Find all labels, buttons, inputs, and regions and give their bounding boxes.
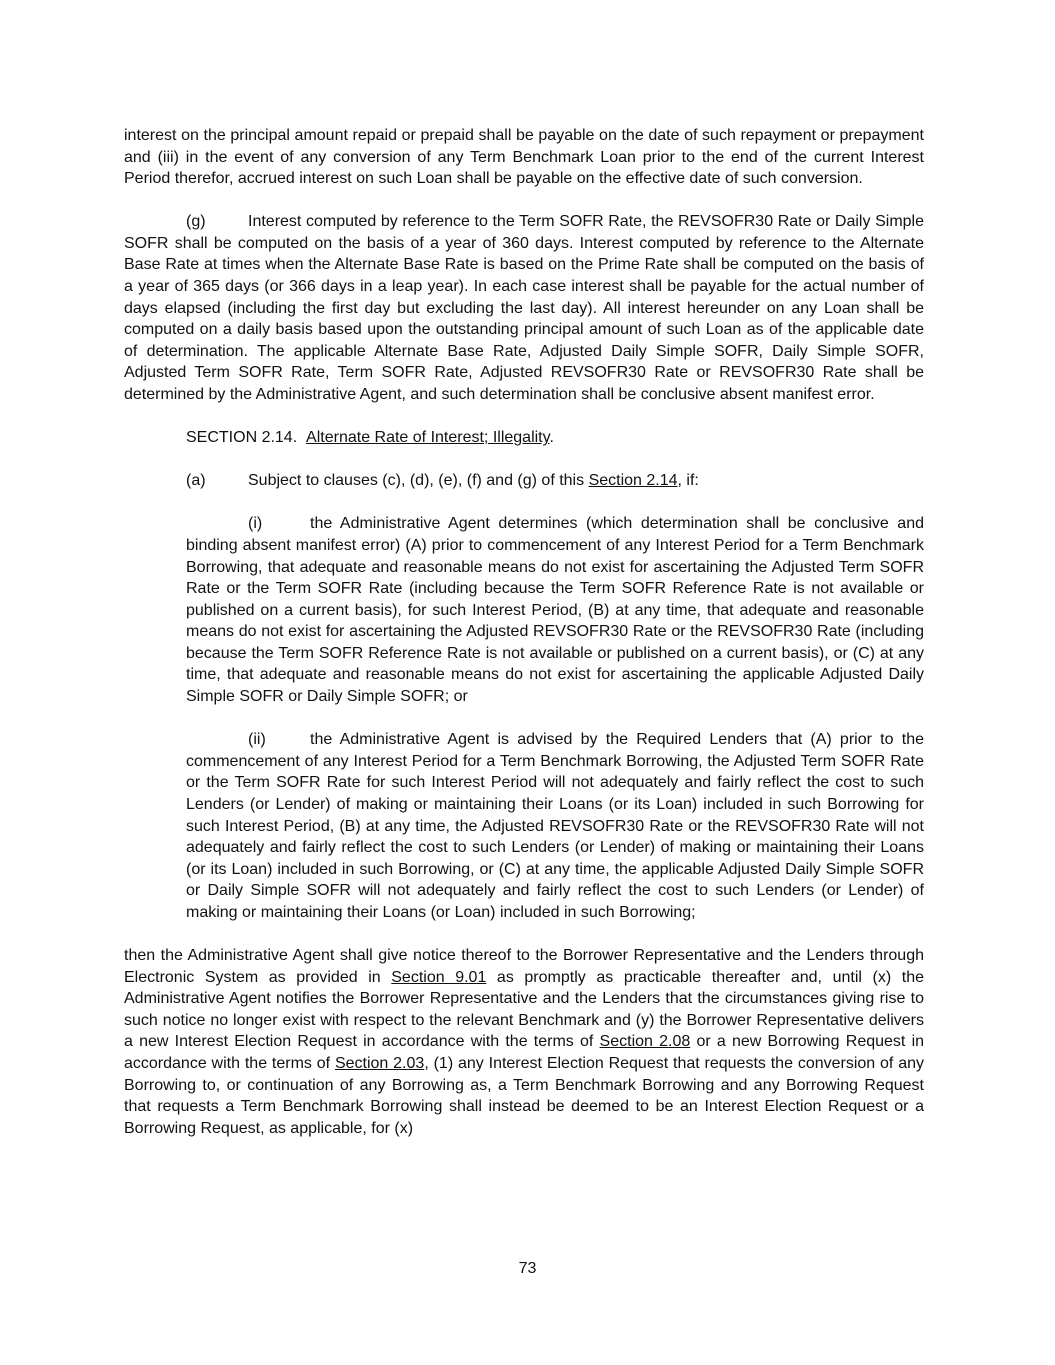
paragraph-g-label: (g) bbox=[186, 213, 206, 231]
then-text-3: or a new Borrowing Request in accordance with the terms of bbox=[124, 1033, 925, 1072]
clause-i-label: (i) bbox=[248, 515, 263, 533]
section-title-period: . bbox=[549, 429, 554, 447]
subsection-a-text-end: , if: bbox=[677, 472, 699, 490]
then-text-2: as promptly as practicable thereafter and, until (x) the Administrative Agent notifies the Borrower Representative and the Lenders that the circumstances giving rise to such notice no longer exist with respect to the relevant Benchmark and (y) the Borrower Representative delivers a new Interest Election Request in accordance with the terms of bbox=[124, 968, 925, 1051]
clause-i bbox=[186, 513, 924, 707]
then-text-4: , (1) any Interest Election Request that requests the conversion of any Borrowing to, or continuation of any Borrowing as, a Term Benchmark Borrowing and any Borrowing Request that requests a Term Benchmark Borrowing shall instead be deemed to be an Interest Election Request or a Borrowing Request, as applicable, for (x) bbox=[124, 1054, 925, 1137]
subsection-a-label: (a) bbox=[186, 472, 206, 490]
section-reference-2-03: Section 2.03 bbox=[334, 1054, 425, 1072]
paragraph-g bbox=[124, 211, 924, 405]
section-reference-2-08: Section 2.08 bbox=[599, 1033, 691, 1051]
clause-ii-text: the Administrative Agent is advised by the Required Lenders that (A) prior to the commencement of any Interest Period for a Term Benchmark Borrowing, the Adjusted Term SOFR Rate or the Term SOFR Rate for such Interest Period will not adequately and fairly reflect the cost to such Lenders (or Lender) of making or maintaining their Loans (or its Loan) included in such Borrowing for such Interest Period, (B) at any time, the Adjusted REVSOFR30 Rate or the REVSOFR30 Rate will not adequately and fairly reflect the cost to such Lenders (or Lender) of making or maintaining their Loans (or its Loan) included in such Borrowing, or (C) at any time, the applicable Adjusted Daily Simple SOFR or Daily Simple SOFR will not adequately and fairly reflect the cost to such Lenders (or Lender) of making or maintaining their Loans (or Loan) included in such Borrowing; bbox=[186, 731, 924, 921]
paragraph-continuation: interest on the principal amount repaid or prepaid shall be payable on the date of such repayment or prepayment and (iii) in the event of any conversion of any Term Benchmark Loan prior to the end of the current Interest Period therefor, accrued interest on such Loan shall be payable on the effective date of such conversion. bbox=[124, 127, 924, 188]
subsection-a bbox=[124, 470, 924, 492]
section-reference-9-01: Section 9.01 bbox=[391, 968, 487, 986]
paragraph-g-text: Interest computed by reference to the Term SOFR Rate, the REVSOFR30 Rate or Daily Simple SOFR shall be computed on the basis of a year of 360 days. Interest computed by reference to the Alternate Base Rate at times when the Alternate Base Rate is based on the Prime Rate shall be computed on the basis of a year of 365 days (or 366 days in a leap year). In each case interest shall be payable for the actual number of days elapsed (including the first day but excluding the last day). All interest hereunder on any Loan shall be computed on a daily basis based upon the outstanding principal amount of such Loan as of the applicable date of determination. The applicable Alternate Base Rate, Adjusted Daily Simple SOFR, Daily Simple SOFR, Adjusted Term SOFR Rate, Term SOFR Rate, Adjusted REVSOFR30 Rate or REVSOFR30 Rate shall be determined by the Administrative Agent, and such determination shall be conclusive absent manifest error. bbox=[124, 213, 924, 404]
section-number: SECTION 2.14. bbox=[186, 429, 298, 447]
page-number: 73 bbox=[518, 1260, 537, 1277]
then-text-1: then the Administrative Agent shall give notice thereof to the Borrower Representative and the Lenders through Electronic System as provided in bbox=[124, 947, 924, 986]
subsection-a-text: Subject to clauses (c), (d), (e), (f) and (g) of this bbox=[248, 472, 589, 490]
section-title: Alternate Rate of Interest; Illegality bbox=[306, 429, 550, 447]
document-page bbox=[124, 125, 924, 1161]
paragraph-then bbox=[124, 945, 924, 1139]
clause-i-text: the Administrative Agent determines (which determination shall be conclusive and binding absent manifest error) (A) prior to commencement of any Interest Period for a Term Benchmark Borrowing, that adequate and reasonable means do not exist for ascertaining the Adjusted Term SOFR Rate or the Term SOFR Rate (including because the Term SOFR Reference Rate is not available or published on a current basis), for such Interest Period, (B) at any time, that adequate and reasonable means do not exist for ascertaining the Adjusted REVSOFR30 Rate or the REVSOFR30 Rate (including because the Term SOFR Reference Rate is not available or published on a current basis), or (C) at any time, that adequate and reasonable means do not exist for ascertaining the applicable Adjusted Daily Simple SOFR or Daily Simple SOFR; or bbox=[186, 515, 924, 706]
section-heading bbox=[186, 427, 924, 449]
clause-ii bbox=[186, 729, 924, 923]
section-reference-link: Section 2.14 bbox=[588, 472, 678, 490]
clause-ii-label: (ii) bbox=[248, 731, 266, 749]
